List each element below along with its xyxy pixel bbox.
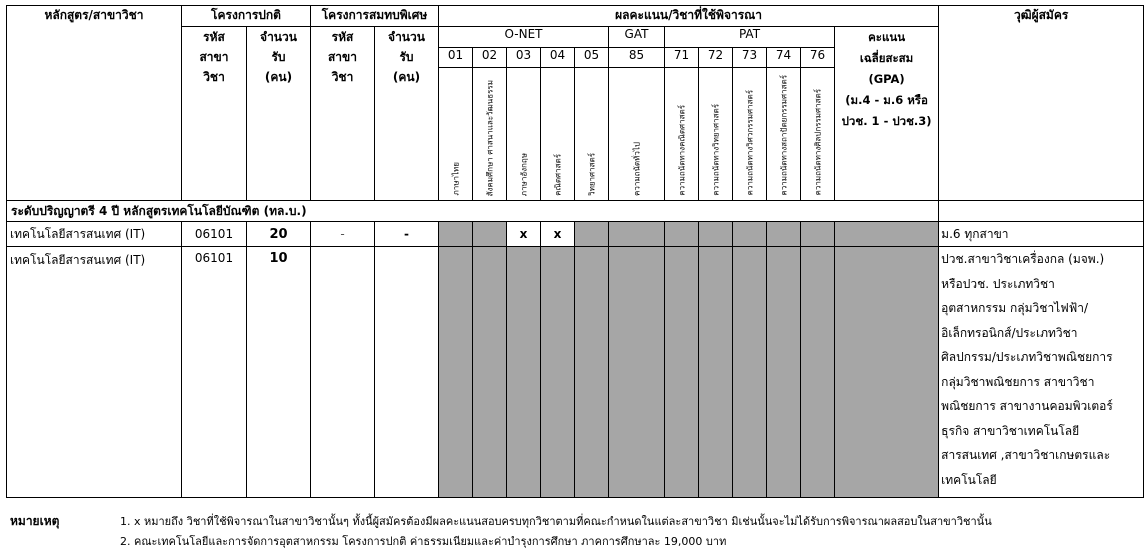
note-row-1 [10, 511, 992, 531]
shade-cell [767, 247, 801, 498]
header-scores: ผลคะแนน/วิชาที่ใช้พิจารณา [439, 6, 939, 27]
shade-cell [699, 247, 733, 498]
note-2: 2. คณะเทคโนโลยีและการจัดการอุตสาหกรรม โครงการปกติ ค่าธรรมเนียมและค่าบำรุงการศึกษา ภาคการศึกษาละ 19,000 บาท [120, 535, 727, 548]
shade-cell [473, 247, 507, 498]
shade-cell [733, 222, 767, 247]
subject-name: คณิตศาสตร์ [553, 154, 562, 196]
subject-code: 02 [473, 48, 507, 68]
shade-cell [835, 222, 939, 247]
header-special: โครงการสมทบพิเศษ [311, 6, 439, 27]
subject-name: สังคมศึกษา ศาสนาและวัฒนธรรม [485, 79, 494, 196]
row1-capacity: 20 [247, 222, 311, 247]
row1-mark-03: x [507, 222, 541, 247]
subject-name: ความถนัดทางสถาปัตยกรรมศาสตร์ [779, 75, 788, 196]
section-empty [939, 201, 1144, 222]
subject-code: 85 [609, 48, 665, 68]
subject-code: 73 [733, 48, 767, 68]
subject-name-cell [665, 68, 699, 201]
shade-cell [699, 222, 733, 247]
shade-cell [609, 247, 665, 498]
row2-code: 06101 [182, 247, 247, 498]
header-regular-code: รหัส สาขา วิชา [182, 27, 247, 201]
header-onet: O-NET [439, 27, 609, 48]
row2-program: เทคโนโลยีสารสนเทศ (IT) [7, 247, 182, 498]
subject-code: 72 [699, 48, 733, 68]
header-special-code: รหัส สาขา วิชา [311, 27, 375, 201]
subject-code: 05 [575, 48, 609, 68]
row1-special-capacity: - [375, 222, 439, 247]
subject-name-cell [801, 68, 835, 201]
subject-code: 74 [767, 48, 801, 68]
subject-name: ความถนัดทางวิศวกรรมศาสตร์ [745, 90, 754, 196]
row1-qualification: ม.6 ทุกสาขา [939, 222, 1144, 247]
header-gpa: คะแนน เฉลี่ยสะสม (GPA) (ม.4 - ม.6 หรือ ปวช. 1 - ปวช.3) [835, 27, 939, 201]
subject-name-cell [439, 68, 473, 201]
subject-name: ความถนัดทางวิทยาศาสตร์ [711, 104, 720, 196]
shade-cell [575, 222, 609, 247]
subject-name-cell [473, 68, 507, 201]
row1-program: เทคโนโลยีสารสนเทศ (IT) [7, 222, 182, 247]
subject-name-cell [507, 68, 541, 201]
row1-code: 06101 [182, 222, 247, 247]
shade-cell [507, 247, 541, 498]
subject-name-cell [609, 68, 665, 201]
header-special-capacity: จำนวน รับ (คน) [375, 27, 439, 201]
row2-special-capacity [375, 247, 439, 498]
notes [10, 511, 992, 551]
shade-cell [439, 247, 473, 498]
header-pat: PAT [665, 27, 835, 48]
subject-name: วิทยาศาสตร์ [587, 153, 596, 196]
subject-name-cell [541, 68, 575, 201]
row2-special-code [311, 247, 375, 498]
shade-cell [665, 247, 699, 498]
shade-cell [835, 247, 939, 498]
subject-name: ภาษาอังกฤษ [519, 152, 528, 196]
subject-code: 04 [541, 48, 575, 68]
section-title: ระดับปริญญาตรี 4 ปี หลักสูตรเทคโนโลยีบัณฑิต (ทล.บ.) [7, 201, 939, 222]
shade-cell [801, 247, 835, 498]
subject-name: ความถนัดทางคณิตศาสตร์ [677, 105, 686, 196]
header-gat: GAT [609, 27, 665, 48]
subject-name: ความถนัดทางศิลปกรรมศาสตร์ [813, 89, 822, 196]
shade-cell [733, 247, 767, 498]
row2-qualification: ปวช.สาขาวิชาเครื่องกล (มจพ.) หรือปวช. ประเภทวิชา อุตสาหกรรม กลุ่มวิชาไฟฟ้า/ อิเล็กทรอนิกส์/ประเภทวิชา ศิลปกรรม/ประเภทวิชาพณิชยการ กลุ่มวิชาพณิชยการ สาขาวิชา พณิชยการ สาขางานคอมพิวเตอร์ ธุรกิจ สาขาวิชาเทคโนโลยี สารสนเทศ ,สาขาวิชาเกษตรและ เทคโนโลยี [939, 247, 1144, 498]
subject-name-cell [699, 68, 733, 201]
subject-name-cell [733, 68, 767, 201]
shade-cell [439, 222, 473, 247]
header-regular-capacity: จำนวน รับ (คน) [247, 27, 311, 201]
subject-name: ความถนัดทั่วไป [632, 142, 641, 196]
shade-cell [665, 222, 699, 247]
subject-name: ภาษาไทย [451, 162, 460, 196]
admission-table [6, 5, 1144, 498]
shade-cell [575, 247, 609, 498]
subject-code: 01 [439, 48, 473, 68]
header-qualification: วุฒิผู้สมัคร [939, 6, 1144, 201]
subject-code: 76 [801, 48, 835, 68]
shade-cell [541, 247, 575, 498]
subject-name-cell [575, 68, 609, 201]
row1-mark-04: x [541, 222, 575, 247]
row2-capacity: 10 [247, 247, 311, 498]
notes-label: หมายเหตุ [10, 513, 60, 528]
shade-cell [801, 222, 835, 247]
note-1: 1. x หมายถึง วิชาที่ใช้พิจารณาในสาขาวิชานั้นๆ ทั้งนี้ผู้สมัครต้องมีผลคะแนนสอบครบทุกวิชาตามที่คณะกำหนดในแต่ละสาขาวิชา มิเช่นนั้นจะไม่ได้รับการพิจารณาผลสอบในสาขาวิชานั้น [120, 515, 992, 528]
shade-cell [767, 222, 801, 247]
header-regular: โครงการปกติ [182, 6, 311, 27]
row1-special-code: - [311, 222, 375, 247]
subject-code: 71 [665, 48, 699, 68]
note-row-2 [10, 531, 992, 551]
shade-cell [609, 222, 665, 247]
subject-name-cell [767, 68, 801, 201]
shade-cell [473, 222, 507, 247]
header-program: หลักสูตร/สาขาวิชา [7, 6, 182, 201]
subject-code: 03 [507, 48, 541, 68]
